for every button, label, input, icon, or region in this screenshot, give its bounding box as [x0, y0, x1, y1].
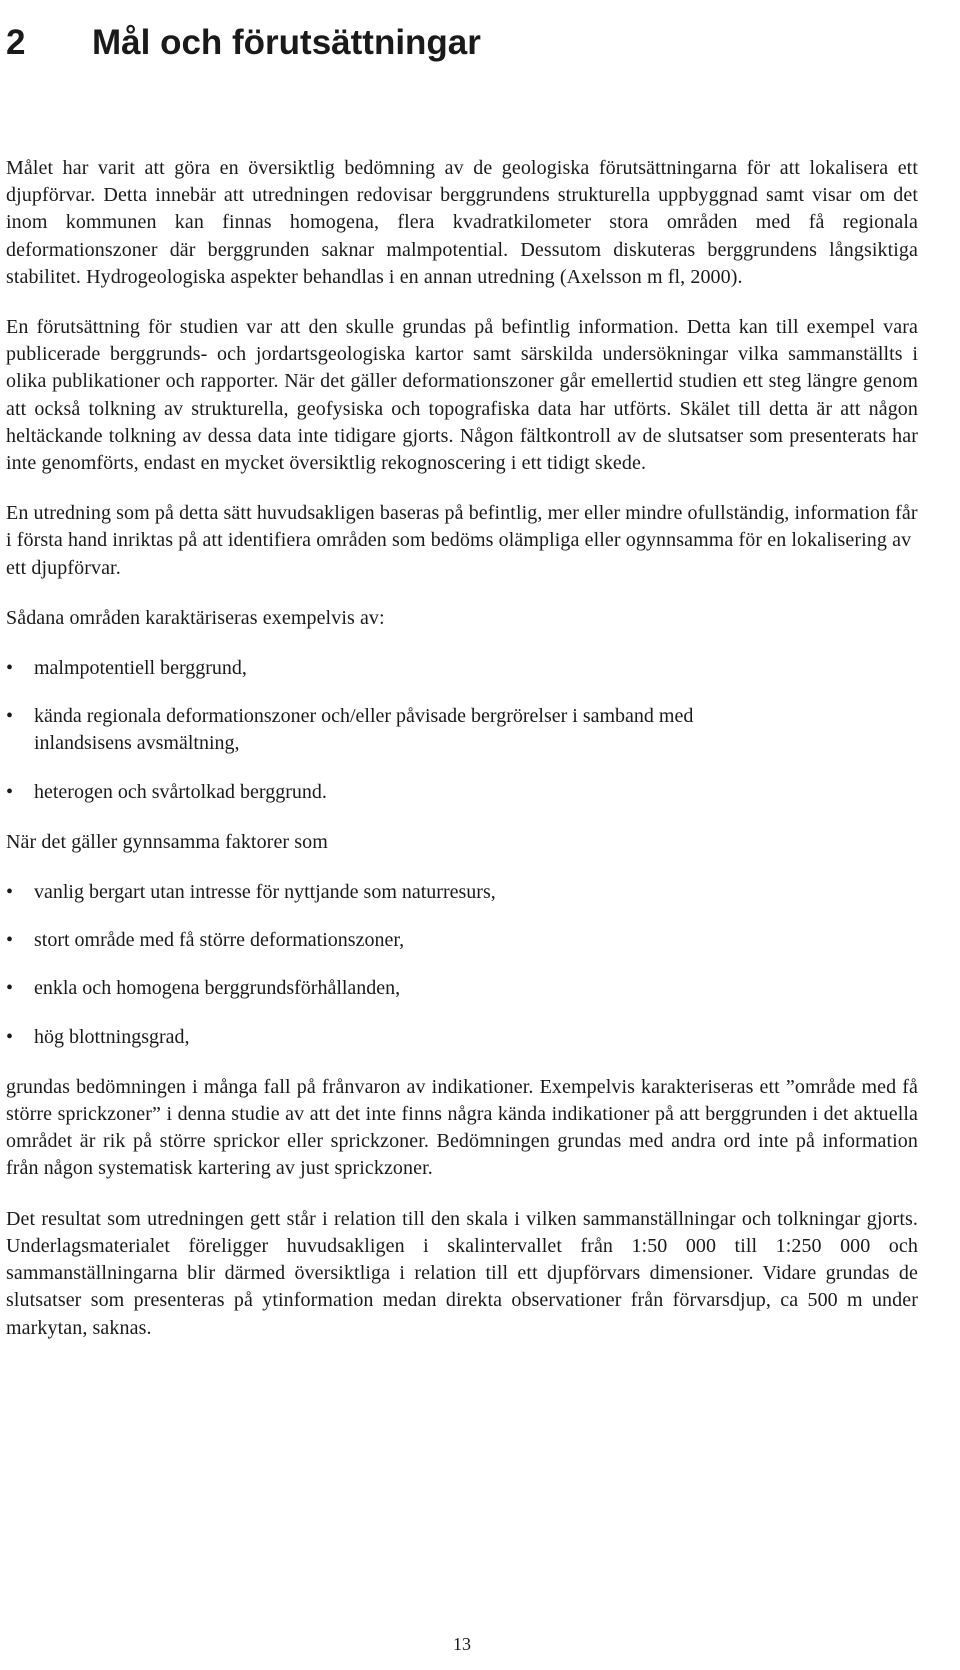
paragraph-scale: Det resultat som utredningen gett står i relation till den skala i vilken sammanställningar och tolkningar gjorts. Underlagsmaterialet föreligger huvudsakligen i skalintervallet från 1:50 000 till 1:250 000 och sammanställningarna blir därmed översiktliga i relation till ett djupförvars dimensioner. Vidare grundas de slutsatser som presenteras på ytinformation medan direkta observationer från förvarsdjup, ca 500 m under markytan, saknas. — [6, 1207, 918, 1339]
unfavourable-factors-list — [6, 655, 918, 806]
bullet-icon: • — [6, 881, 14, 904]
list-item: • hög blottningsgrad, — [6, 1024, 918, 1051]
list-item: • vanlig bergart utan intresse för nyttjande som naturresurs, — [6, 879, 918, 906]
paragraph-absence-of-indications: grundas bedömningen i många fall på frånvaron av indikationer. Exempelvis karakteriseras ett ”område med få större sprickzoner” i denna studie av att det inte finns några kända indikationer på att berggrunden i det aktuella området är rik på större sprickor eller sprickzoner. Bedömningen grundas med andra ord inte på information från någon systematisk kartering av just sprickzoner. — [6, 1075, 918, 1180]
list-item: • heterogen och svårtolkad berggrund. — [6, 779, 918, 806]
favourable-factors-list — [6, 879, 918, 1051]
paragraph-approach: En utredning som på detta sätt huvudsakligen baseras på befintlig, mer eller mindre ofullständig, information får i första hand inriktas på att identifiera områden som bedöms olämpliga eller ogynnsamma för en lokalisering av ett djupförvar. — [6, 502, 918, 579]
bullet-icon: • — [6, 929, 14, 952]
list-item: • stort område med få större deformationszoner, — [6, 927, 918, 954]
bullet-icon: • — [6, 705, 14, 728]
paragraph-purpose: Målet har varit att göra en översiktlig bedömning av de geologiska förutsättningarna för att lokalisera ett djupförvar. Detta innebär att utredningen redovisar berggrundens strukturella uppbyggnad samt visar om det inom kommunen kan finnas homogena, flera kvadratkilometer stora områden med få regionala deformationszoner där berggrunden saknar malmpotential. Dessutom diskuteras berggrundens långsiktiga stabilitet. Hydrogeologiska aspekter behandlas i en annan utredning (Axelsson m fl, 2000). — [6, 157, 918, 288]
section-title: Mål och förutsättningar — [92, 23, 481, 63]
section-number: 2 — [6, 23, 26, 63]
bullet-icon: • — [6, 780, 14, 803]
paragraph-favourable-intro: När det gäller gynnsamma faktorer som — [6, 830, 328, 853]
page-number: 13 — [453, 1634, 471, 1654]
bullet-icon: • — [6, 657, 14, 680]
bullet-icon: • — [6, 1025, 14, 1048]
list-item: • kända regionala deformationszoner och/eller påvisade bergrörelser i samband med inlandsisens avsmältning, — [6, 705, 694, 755]
list-item: • malmpotentiell berggrund, — [6, 655, 918, 682]
body-text — [6, 155, 918, 1365]
paragraph-prerequisites: En förutsättning för studien var att den skulle grundas på befintlig information. Detta kan till exempel vara publicerade berggrunds- och jordartsgeologiska kartor samt särskilda undersökningar vilka sammanställts i olika publikationer och rapporter. När det gäller deformationszoner går emellertid studien ett steg längre genom att också tolkning av strukturella, geofysiska och topografiska data har utförts. Skälet till detta är att någon heltäckande tolkning av dessa data inte tidigare gjorts. Någon fältkontroll av de slutsatser som presenterats har inte genomförts, endast en mycket översiktlig rekognoscering i ett tidigt skede. — [6, 316, 918, 475]
list-item: • enkla och homogena berggrundsförhållanden, — [6, 975, 918, 1002]
bullet-icon: • — [6, 977, 14, 1000]
section-heading — [6, 23, 481, 63]
paragraph-characterised-by: Sådana områden karaktäriseras exempelvis av: — [6, 606, 385, 629]
